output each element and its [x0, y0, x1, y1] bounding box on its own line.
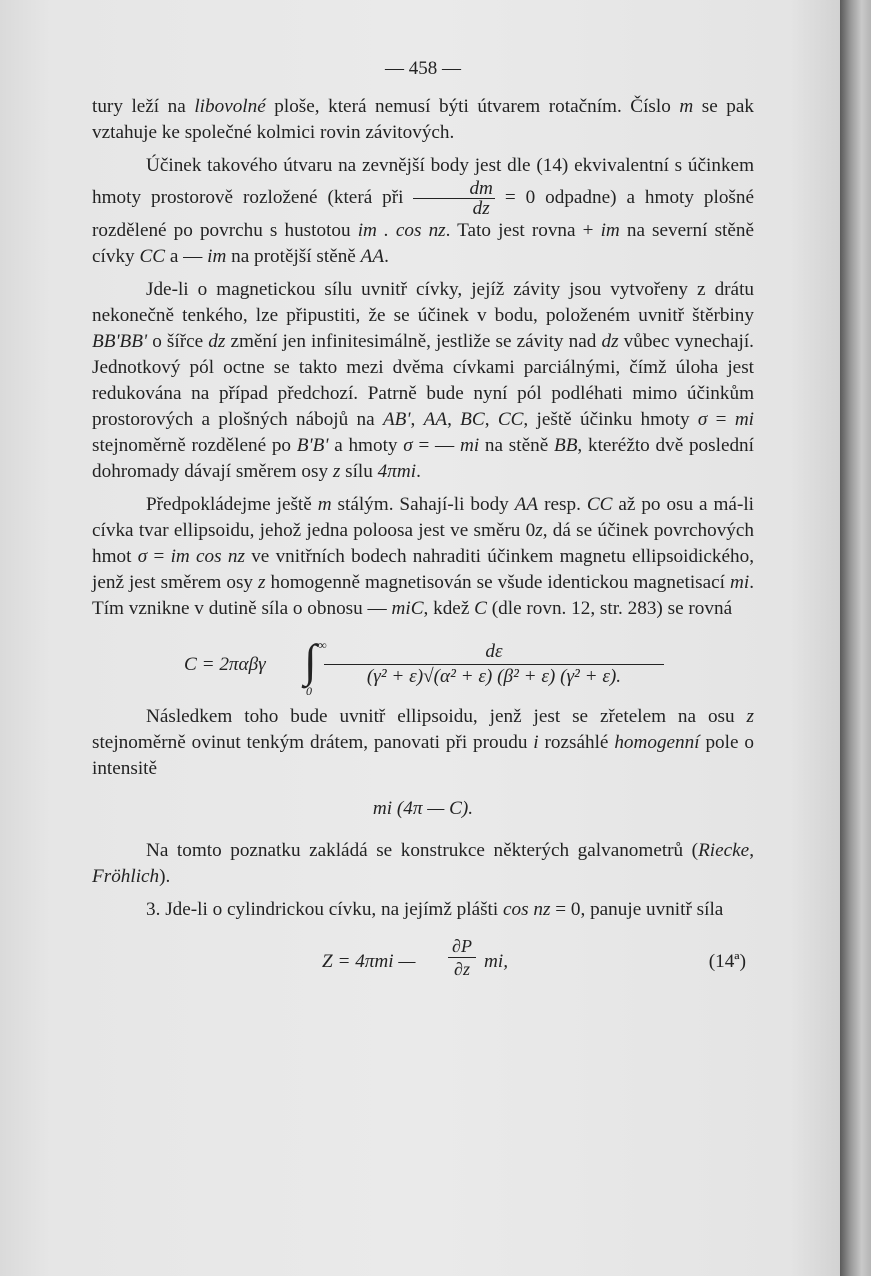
- page-number: — 458 —: [385, 58, 461, 79]
- fraction-denominator: dz: [472, 198, 490, 219]
- integral-lower-limit: 0: [306, 684, 312, 698]
- paragraph-3: Jde-li o magnetickou sílu uvnitř cívky, jejíž závity jsou vytvořeny z drátu nekonečně tenkého, lze připustiti, že se účinek v bodu, položeném uvnitř štěrbiny BB'BB' o šířce dz změní jen infinitesimálně, jestliže se závity nad dz vůbec vynechají. Jednotkový pól octne se takto mezi dvěma cívkami parciálnými, čímž úloha jest redukována na případ předchozí. Patrně bude nyní pól podléhati mimo účinkům prostorových a plošných nábojů na AB', AA, BC, CC, ještě účinku hmoty σ = mi stejnoměrně rozdělené po B'B' a hmoty σ = — mi na stěně BB, kteréžto dvě poslední dohromady dávají směrem osy z sílu 4πmi.: [92, 279, 754, 482]
- final-eq-rhs: mi,: [484, 951, 508, 972]
- final-eq-lhs: Z = 4πmi —: [322, 951, 416, 972]
- final-equation: [92, 935, 754, 987]
- paragraph-4: Předpokládejme ještě m stálým. Sahají-li body AA resp. CC až po osu a má-li cívka tvar ellipsoidu, jehož jedna poloosa jest ve směru 0z, dá se účinek povrchových hmot σ = im cos nz ve vnitřních bodech nahraditi účinkem magnetu ellipsoidického, jenž jest směrem osy z homogenně magnetisován se všude identickou magnetisací mi. Tím vznikne v dutině síla o obnosu — miC, kdež C (dle rovn. 12, str. 283) se rovná: [92, 494, 755, 619]
- integral-lhs: C = 2παβγ: [184, 654, 266, 675]
- paragraph-7: 3. Jde-li o cylindrickou cívku, na jejímž plášti cos nz = 0, panuje uvnitř síla: [146, 899, 724, 920]
- paragraph-6: Na tomto poznatku zakládá se konstrukce některých galvanometrů (Riecke, Fröhlich).: [92, 840, 754, 887]
- field-equation: mi (4π — C).: [372, 798, 474, 819]
- partial-numerator: ∂P: [448, 935, 476, 958]
- partial-denominator: ∂z: [454, 959, 470, 979]
- fraction-dm-dz: [413, 179, 494, 218]
- partial-fraction: [448, 935, 476, 980]
- paragraph-5: Následkem toho bude uvnitř ellipsoidu, jenž jest se zřetelem na osu z stejnoměrně ovinut tenkým drátem, panovati při proudu i rozsáhlé homogenní pole o intensitě: [92, 706, 754, 779]
- integral-equation: [92, 632, 754, 696]
- page-content: [92, 56, 754, 987]
- page-edge: [840, 0, 871, 1276]
- paragraph-1: tury leží na libovolné ploše, která nemusí býti útvarem rotačním. Číslo m se pak vztahuje ke společné kolmici rovin závitových.: [92, 96, 755, 143]
- integral-denominator: (γ² + ε)√(α² + ε) (β² + ε) (γ² + ε).: [366, 666, 622, 687]
- integral-numerator: dε: [324, 640, 664, 665]
- integral-sign: ∫: [304, 635, 317, 686]
- equation-number: (14ª): [708, 951, 746, 972]
- integral-fraction: [324, 640, 664, 689]
- fraction-numerator: dm: [413, 179, 494, 199]
- integral-upper-limit: ∞: [318, 638, 327, 652]
- paragraph-2: Účinek takového útvaru na zevnější body jest dle (14) ekvivalentní s účinkem hmoty prostorově rozložené (která při $\frac{dm}{dz}$ = 0 odpadne) a hmoty plošné rozdělené po povrchu s hustotou im . cos nz. Tato jest rovna + im na severní stěně cívky CC a — im na protější stěně AA.: [92, 155, 754, 267]
